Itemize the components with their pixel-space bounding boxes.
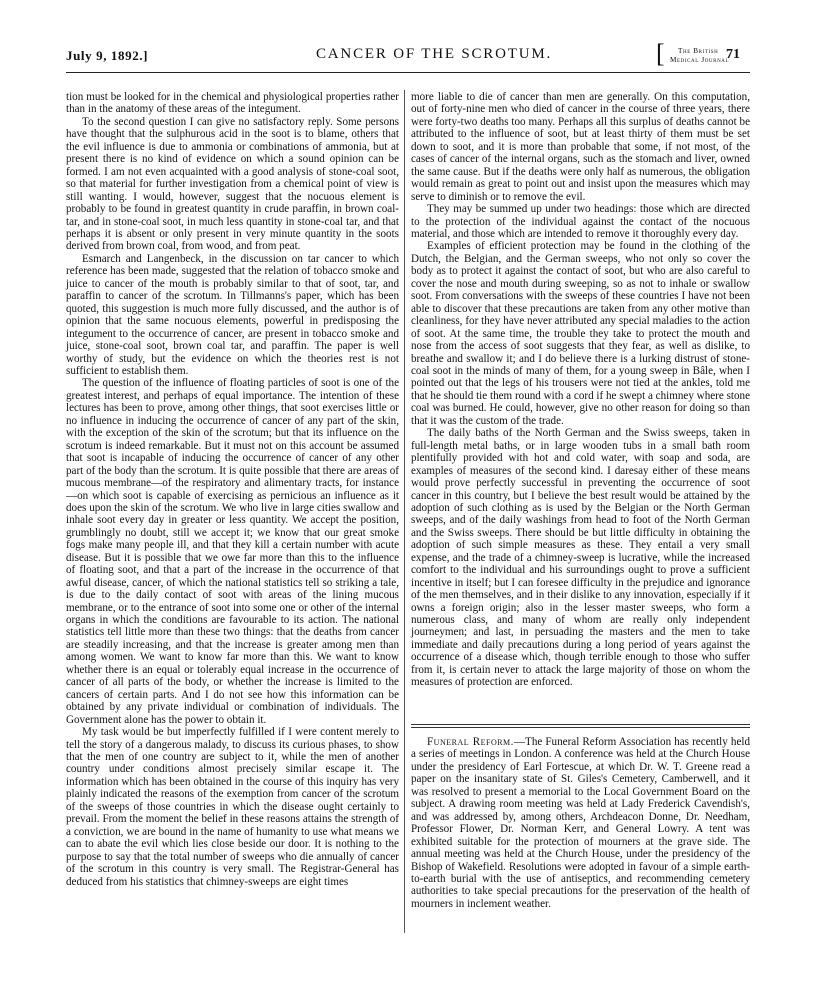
paragraph: To the second question I can give no satisfactory reply. Some persons have thought that the sulphurous acid in the soot is to blame, others that the evil influence is due to ammonia or combinations of ammonia, but at present there is no kind of evidence on which a sound opinion can be formed. I am not even acquainted with a good analysis of stone-coal soot, so that material for further investigation from a chemical point of view is still wanting. I would, however, suggest that the nocuous element is probably to be found in greatest quantity in crude paraffin, in brown coal-tar, and in stone-coal soot, in much less quantity in stone-coal tar, and that perhaps it is absent or only present in very minute quantity in the soots derived from brown coal, from wood, and from peat.: [66, 115, 399, 253]
paragraph: My task would be but imperfectly fulfilled if I were content merely to tell the story of a dangerous malady, to discuss its curious phases, to show that the men of one country are subject to it, while the men of another country under conditions almost precisely similar escape it. The information which has been obtained in the course of this inquiry has very plainly indicated the reasons of the exemption from cancer of the scrotum of the sweeps of those countries in which the disease ought certainly to prevail. From the moment the belief in these reasons attains the strength of a conviction, we are bound in the name of humanity to use what means we can to abate the evil which lies close beside our door. It is nothing to the purpose to say that the total number of sweeps who die annually of cancer of the scrotum in this country is very small. The Registrar-General has deduced from his statistics that chimney-sweeps are eight times: [66, 726, 399, 888]
paragraph: They may be summed up under two headings: those which are directed to the protection of the individual against the contact of the nocuous material, and those which are intended to remove it thoroughly every day.: [411, 203, 750, 240]
journal-name-line1: The British: [678, 47, 719, 55]
article-title: CANCER OF THE SCROTUM.: [316, 46, 553, 62]
paragraph: more liable to die of cancer than men are generally. On this computation, out of forty-nine men who died of cancer in the course of three years, there were forty-two deaths too many. Perhaps all this surplus of deaths cannot be attributed to the influence of soot, but at least thirty of them must be set down to soot, and it is more than probable that some, if not most, of the cases of cancer of the internal organs, such as the stomach and liver, owned the same cause. But if the deaths were only half as numerous, the obligation would remain as great to point out and insist upon the measures which may serve to diminish or to remove the evil.: [411, 91, 750, 203]
left-column: [66, 91, 399, 888]
right-column: [411, 91, 750, 689]
section-rule: [411, 724, 750, 728]
running-header: [66, 39, 750, 73]
page-number: 71: [726, 47, 740, 62]
paragraph: tion must be looked for in the chemical and physiological properties rather than in the anatomy of these areas of the integument.: [66, 91, 399, 116]
paragraph: Esmarch and Langenbeck, in the discussion on tar cancer to which reference has been made, suggested that the relation of tobacco smoke and juice to cancer of the mouth is probably similar to that of soot, tar, and paraffin to cancer of the scrotum. In Tillmanns's paper, which has been quoted, this suggestion is much more fully discussed, and the author is of opinion that the same nocuous elements, powerful in predisposing the integument to the occurrence of cancer, are present in tobacco smoke and juice, stone-coal soot, brown coal tar, and paraffin. The paper is well worthy of study, but the evidence on which the theories rest is not sufficient to establish them.: [66, 252, 399, 377]
funeral-reform-paragraph: [411, 736, 750, 910]
column-divider: [404, 90, 405, 933]
opening-bracket: [: [656, 39, 665, 68]
journal-name-line2: Medical Journal: [670, 56, 730, 64]
funeral-reform-article: [411, 736, 750, 910]
paragraph: Examples of efficient protection may be found in the clothing of the Dutch, the Belgian, and the German sweeps, who not only so cover the body as to protect it against the contact of soot, but who are also careful to cover the nose and mouth during sweeping, so as not to inhale or swallow soot. From conversations with the sweeps of these countries I have not been able to discover that these precautions are taken from any other motive than cleanliness, for they have never attributed any special maladies to the action of soot. At the same time, the trouble they take to protect the mouth and nose from the access of soot suggests that they fear, as well as dislike, to breathe and swallow it; and I do believe there is a lurking distrust of stone-coal soot in the minds of many of them, for a young sweep in Bâle, when I pointed out that the legs of his trousers were not tied at the ankles, told me that he should tie them round with a cord if he swept a chimney where stone coal was burned. He could, however, give no other reason for doing so than that it was the custom of the trade.: [411, 240, 750, 427]
paragraph: The question of the influence of floating particles of soot is one of the greatest interest, and perhaps of equal importance. The intention of these lectures has been to prove, among other things, that soot exercises little or no influence in inducing the occurrence of cancer of any part of the skin, with the exception of the skin of the scrotum; but that its influence on the scrotum is indeed remarkable. But it must not on this account be assumed that soot is incapable of inducing the occurrence of cancer of any other part of the body than the scrotum. It is quite possible that there are areas of mucous membrane—of the respiratory and alimentary tracts, for instance—on which soot is capable of exercising as pernicious an influence as it does upon the skin of the scrotum. We who live in large cities swallow and inhale soot every day in greater or less quantity. We accept the position, grumblingly no doubt, still we accept it; we know that our great smoke fogs make many people ill, and that they kill a certain number with acute disease. But it is possible that we owe far more than this to the influence of floating soot, and that a part of the increase in the occurrence of that awful disease, cancer, of which the national statistics tell so striking a tale, is due to the daily contact of soot with areas of the lining mucous membrane, or to the entrance of soot into some one or other of the internal organs in which the conditions are favourable to its action. The national statistics tell little more than these two things: that the deaths from cancer are steadily increasing, and that the increase is greater among men than among women. We want to know far more than this. We want to know whether there is an equal or tolerably equal increase in the occurrence of cancer of all parts of the body, or whether the increase is limited to the cancers of certain parts. And I do not see how this information can be obtained by any private individual or combination of individuals. The Government alone has the power to obtain it.: [66, 377, 399, 726]
paragraph: The daily baths of the North German and the Swiss sweeps, taken in full-length metal baths, or in large wooden tubs in a small bath room plentifully provided with hot and cold water, with soap and soda, are examples of measures of the second kind. I daresay either of these means would prove perfectly successful in preventing the occurrence of soot cancer in this country, but I believe the best result would be attained by the adoption of such clothing as is used by the Belgian or the North German sweeps, and of the daily washings from head to foot of the North German and the Swiss sweeps. There should be but little difficulty in obtaining the adoption of such simple measures as these. They entail a very small expense, and the trade of a chimney-sweep is lucrative, while the increased comfort to the individual and his surroundings ought to prove a sufficient incentive in itself; but I can foresee difficulty in the prejudice and ignorance of the men themselves, and in their dislike to any innovation, especially if it owns a foreign origin; also in the lesser master sweeps, who form a numerous class, and many of whom are really only independent journeymen; and last, in persuading the masters and the men to take immediate and daily precautions during a long period of years against the occurrence of a disease which, though terrible enough to those who suffer from it, is certain never to attack the large majority of those on whom the measures of protection are enforced.: [411, 427, 750, 689]
funeral-reform-heading: Funeral Reform.: [427, 736, 514, 748]
issue-date: July 9, 1892.]: [66, 48, 149, 63]
funeral-reform-text: —The Funeral Reform Association has recently held a series of meetings in London. A conference was held at the Church House under the presidency of Earl Fortescue, at which Dr. W. T. Greene read a paper on the insanitary state of St. Giles's Cemetery, Camberwell, and it was resolved to present a memorial to the Local Government Board on the subject. A drawing room meeting was held at Lady Frederick Cavendish's, and was addressed by, among others, Archdeacon Donne, Dr. Needham, Professor Flower, Dr. Norman Kerr, and General Lowry. A tent was exhibited suitable for the protection of mourners at the grave side. The annual meeting was held at the Church House, under the presidency of the Bishop of Wakefield. Resolutions were adopted in favour of a simple earth-to-earth burial with the use of antiseptics, and recommending cemetery authorities to take special precautions for the preservation of the health of mourners in inclement weather.: [411, 736, 751, 910]
